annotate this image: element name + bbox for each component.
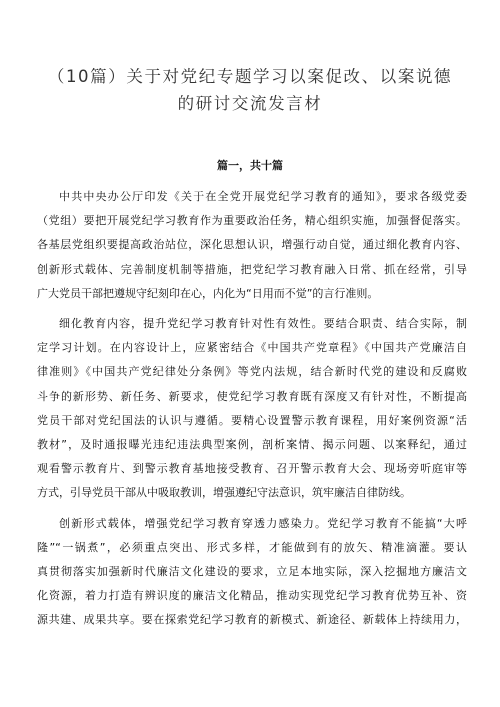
paragraph-line: （党组）要把开展党纪学习教育作为重要政治任务，精心组织实施，加强督促落实。: [37, 214, 467, 228]
document-title: [30, 63, 470, 117]
paragraph-line: 隆”“一锅煮”，必须重点突出、形式多样，才能做到有的放矢、精准滴灌。要认: [37, 540, 467, 554]
paragraph-line: 定学习计划。在内容设计上，应紧密结合《中国共产党章程》《中国共产党廉洁自: [37, 341, 467, 355]
paragraph-line: 各基层党组织要提高政治站位，深化思想认识，增强行动自觉，通过细化教育内容、: [37, 238, 467, 252]
paragraph-line: 教材”，及时通报曝光违纪违法典型案例，剖析案情、揭示问题、以案释纪，通过: [37, 438, 467, 452]
section-heading: 篇一，共十篇: [217, 159, 283, 172]
paragraph-line: 源共建、成果共享。要在探索党纪学习教育的新模式、新途径、新载体上持续用力，: [37, 613, 467, 627]
paragraph-line: 方式，引导党员干部从中吸取教训，增强遵纪守法意识，筑牢廉洁自律防线。: [37, 486, 411, 500]
paragraph-line: 观看警示教育片、到警示教育基地接受教育、召开警示教育大会、现场旁听庭审等: [37, 462, 467, 476]
paragraph-1: [37, 185, 467, 306]
paragraph-line: 党员干部对党纪国法的认识与遵循。要精心设置警示教育课程，用好案例资源“活: [37, 413, 467, 427]
paragraph-line: 创新形式载体，增强党纪学习教育穿透力感染力。党纪学习教育不能搞“大呼: [59, 516, 467, 530]
paragraph-3: [37, 512, 467, 633]
title-line-1: （10篇）关于对党纪专题学习以案促改、以案说德: [47, 67, 453, 86]
paragraph-line: 广大党员干部把遵规守纪刻印在心，内化为“日用而不觉”的言行准则。: [37, 286, 379, 300]
paragraph-line: 化资源，着力打造有辨识度的廉洁文化精品，推动实现党纪学习教育优势互补、资: [37, 589, 467, 603]
title-line-2: 的研讨交流发言材: [177, 94, 323, 113]
paragraph-line: 律准则》《中国共产党纪律处分条例》等党内法规，结合新时代党的建设和反腐败: [37, 365, 467, 379]
document-body: [37, 185, 467, 639]
paragraph-line: 中共中央办公厅印发《关于在全党开展党纪学习教育的通知》，要求各级党委: [59, 190, 467, 203]
paragraph-2: [37, 312, 467, 506]
paragraph-line: 细化教育内容，提升党纪学习教育针对性有效性。要结合职责、结合实际，制: [59, 317, 467, 331]
paragraph-line: 创新形式载体、完善制度机制等措施，把党纪学习教育融入日常、抓在经常，引导: [37, 262, 467, 276]
paragraph-line: 真贯彻落实加强新时代廉洁文化建设的要求，立足本地实际，深入挖掘地方廉洁文: [37, 565, 467, 579]
paragraph-line: 斗争的新形势、新任务、新要求，使党纪学习教育既有深度又有针对性，不断提高: [37, 389, 467, 403]
